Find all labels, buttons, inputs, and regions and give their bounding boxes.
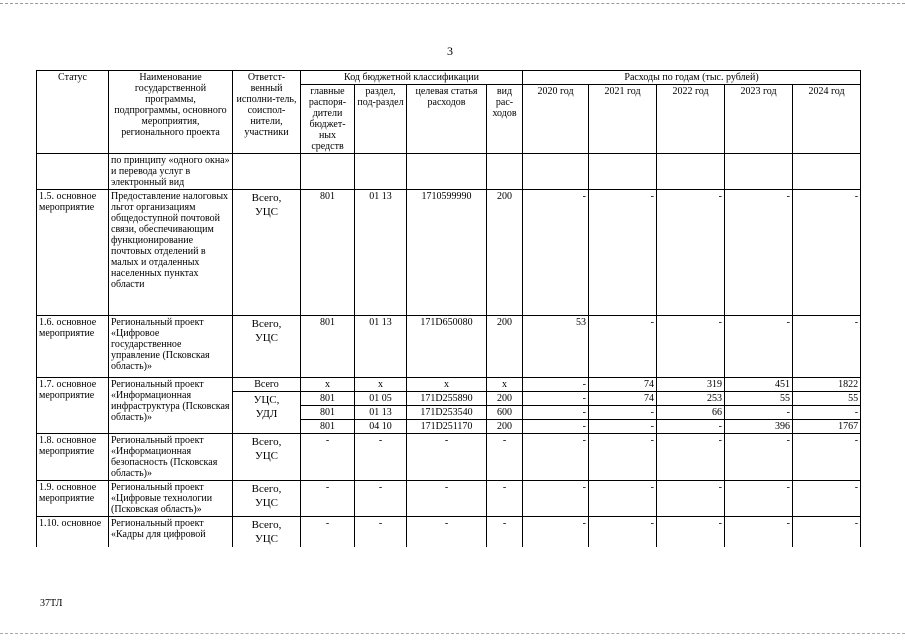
row-target: 171D253540 xyxy=(407,406,487,420)
row-status: 1.6. основное мероприятие xyxy=(37,316,109,378)
row-target: х xyxy=(407,378,487,392)
row-name: Региональный проект «Информационная безопасность (Псковская область)» xyxy=(109,434,233,481)
row-2024: 1767 xyxy=(793,420,861,434)
header-2020: 2020 год xyxy=(523,85,589,154)
row-type: - xyxy=(487,434,523,481)
row-2021: - xyxy=(589,420,657,434)
row-2020: - xyxy=(523,190,589,316)
table-row xyxy=(37,434,861,481)
row-type: 200 xyxy=(487,190,523,316)
row-2022: - xyxy=(657,420,725,434)
row-responsible: Всего, УЦС xyxy=(233,190,301,316)
row-2023: 55 xyxy=(725,392,793,406)
row-responsible: УЦС, УДЛ xyxy=(233,392,301,434)
row-responsible: Всего, УЦС xyxy=(233,316,301,378)
row-name: Региональный проект «Цифровые технологии (Псковская область)» xyxy=(109,481,233,517)
row-2024: - xyxy=(793,406,861,420)
row-2022: 66 xyxy=(657,406,725,420)
table-row xyxy=(37,316,861,378)
row-2020: - xyxy=(523,392,589,406)
row-2021: - xyxy=(589,481,657,517)
header-2022: 2022 год xyxy=(657,85,725,154)
row-2020: - xyxy=(523,481,589,517)
row-2023: 451 xyxy=(725,378,793,392)
row-2022: - xyxy=(657,481,725,517)
row-type: 200 xyxy=(487,420,523,434)
row-2021: - xyxy=(589,434,657,481)
header-bcc-type: вид рас-ходов xyxy=(487,85,523,154)
row-2023: - xyxy=(725,481,793,517)
scan-artifact-bottom xyxy=(0,633,905,634)
row-target: 171D650080 xyxy=(407,316,487,378)
table-row-continuation xyxy=(37,154,861,190)
row-main: 801 xyxy=(301,316,355,378)
row-name: Региональный проект «Цифровое государственное управление (Псковская область)» xyxy=(109,316,233,378)
scan-artifact-top xyxy=(0,3,905,4)
row-2022: - xyxy=(657,434,725,481)
row-type: 600 xyxy=(487,406,523,420)
row-2022: - xyxy=(657,190,725,316)
row-2021: - xyxy=(589,406,657,420)
row-target: 1710599990 xyxy=(407,190,487,316)
table-row xyxy=(37,517,861,548)
header-2024: 2024 год xyxy=(793,85,861,154)
continuation-text: по принципу «одного окна» и перевода услуг в электронный вид xyxy=(109,154,233,190)
row-2021: - xyxy=(589,190,657,316)
row-main: - xyxy=(301,517,355,548)
row-section: 01 13 xyxy=(355,316,407,378)
header-name: Наименование государственной программы, подпрограммы, основного мероприятия, регионального проекта xyxy=(109,71,233,154)
row-type: - xyxy=(487,517,523,548)
header-responsible: Ответст-венный исполни-тель, соиспол-нители, участники xyxy=(233,71,301,154)
row-type: х xyxy=(487,378,523,392)
row-target: 171D251170 xyxy=(407,420,487,434)
header-bcc-section: раздел, под-раздел xyxy=(355,85,407,154)
row-section: 04 10 xyxy=(355,420,407,434)
header-row-1 xyxy=(37,71,861,85)
row-2024: 1822 xyxy=(793,378,861,392)
row-2024: - xyxy=(793,316,861,378)
row-target: - xyxy=(407,434,487,481)
row-responsible: Всего, УЦС xyxy=(233,434,301,481)
row-section: - xyxy=(355,481,407,517)
row-main: 801 xyxy=(301,392,355,406)
row-status: 1.5. основное мероприятие xyxy=(37,190,109,316)
header-bcc-group: Код бюджетной классификации xyxy=(301,71,523,85)
budget-table xyxy=(36,70,861,547)
row-section: 01 05 xyxy=(355,392,407,406)
row-main: 801 xyxy=(301,190,355,316)
row-status: 1.10. основное xyxy=(37,517,109,548)
table-row xyxy=(37,481,861,517)
row-2020: - xyxy=(523,420,589,434)
row-2020: - xyxy=(523,406,589,420)
row-2023: - xyxy=(725,434,793,481)
row-main: - xyxy=(301,481,355,517)
row-2021: 74 xyxy=(589,392,657,406)
row-2022: 319 xyxy=(657,378,725,392)
row-target: - xyxy=(407,517,487,548)
row-2021: 74 xyxy=(589,378,657,392)
row-section: 01 13 xyxy=(355,190,407,316)
row-section: х xyxy=(355,378,407,392)
row-2023: - xyxy=(725,316,793,378)
row-2024: - xyxy=(793,434,861,481)
row-status: 1.8. основное мероприятие xyxy=(37,434,109,481)
row-target: - xyxy=(407,481,487,517)
row-2021: - xyxy=(589,316,657,378)
row-2023: - xyxy=(725,190,793,316)
row-target: 171D255890 xyxy=(407,392,487,406)
row-section: - xyxy=(355,434,407,481)
row-responsible: Всего, УЦС xyxy=(233,481,301,517)
row-main: - xyxy=(301,434,355,481)
row-status: 1.9. основное мероприятие xyxy=(37,481,109,517)
row-section: - xyxy=(355,517,407,548)
row-2020: - xyxy=(523,517,589,548)
row-2024: - xyxy=(793,481,861,517)
table-row xyxy=(37,190,861,316)
row-responsible: Всего, УЦС xyxy=(233,517,301,548)
row-2024: - xyxy=(793,517,861,548)
row-2020: - xyxy=(523,378,589,392)
row-2022: - xyxy=(657,517,725,548)
row-main: 801 xyxy=(301,406,355,420)
row-type: 200 xyxy=(487,392,523,406)
header-expenses-group: Расходы по годам (тыс. рублей) xyxy=(523,71,861,85)
header-bcc-target: целевая статья расходов xyxy=(407,85,487,154)
row-2023: - xyxy=(725,406,793,420)
table-row xyxy=(37,378,861,392)
row-2022: 253 xyxy=(657,392,725,406)
row-name: Предоставление налоговых льгот организациям общедоступной почтовой связи, обеспечивающим функционирование почтовых отделений в малых и отдаленных населенных пунктах области xyxy=(109,190,233,316)
row-responsible-all: Всего xyxy=(233,378,301,392)
row-type: 200 xyxy=(487,316,523,378)
footer-code: 37ТЛ xyxy=(40,598,63,609)
header-status: Статус xyxy=(37,71,109,154)
row-type: - xyxy=(487,481,523,517)
header-2023: 2023 год xyxy=(725,85,793,154)
row-2024: - xyxy=(793,190,861,316)
row-main: 801 xyxy=(301,420,355,434)
header-bcc-main: главные распоря-дители бюджет-ных средств xyxy=(301,85,355,154)
row-main: х xyxy=(301,378,355,392)
header-2021: 2021 год xyxy=(589,85,657,154)
row-2020: 53 xyxy=(523,316,589,378)
row-2020: - xyxy=(523,434,589,481)
row-name: Региональный проект «Кадры для цифровой xyxy=(109,517,233,548)
row-2023: - xyxy=(725,517,793,548)
row-status: 1.7. основное мероприятие xyxy=(37,378,109,434)
row-2024: 55 xyxy=(793,392,861,406)
row-2022: - xyxy=(657,316,725,378)
row-section: 01 13 xyxy=(355,406,407,420)
page-number: 3 xyxy=(447,44,453,58)
row-name: Региональный проект «Информационная инфраструктура (Псковская область)» xyxy=(109,378,233,434)
row-2021: - xyxy=(589,517,657,548)
row-2023: 396 xyxy=(725,420,793,434)
